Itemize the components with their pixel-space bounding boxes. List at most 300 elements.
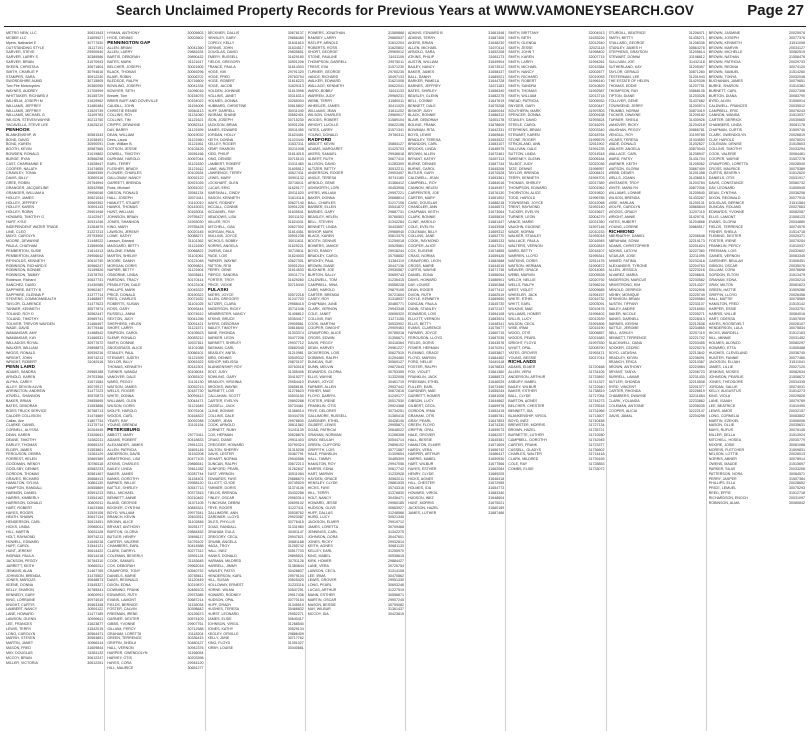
property-id: 29903457	[388, 171, 404, 176]
owner-name: CRIPPS, DEWAYNE	[107, 123, 141, 128]
owner-name: DEAN, KAREN	[6, 433, 31, 438]
owner-name: HARRIS, EDNA	[307, 466, 334, 471]
property-id: 20026013	[789, 452, 805, 457]
owner-name: CHAPMAN, JUNE	[307, 302, 338, 307]
property-id: 30336415	[187, 636, 204, 641]
owner-name: BEASLEY, ANITA	[207, 350, 236, 355]
owner-name: THORNTON, ALICE	[508, 190, 541, 195]
owner-name: BURNETTE, LUTHER	[508, 433, 544, 438]
property-id: 31268540	[287, 621, 304, 626]
owner-name: DAY, BARRY	[107, 127, 129, 132]
property-id: 29760311	[388, 132, 404, 137]
owner-name: ALLEN, GREGORY	[207, 297, 240, 302]
owner-name: HUDSON, OLIVE	[307, 505, 336, 510]
property-id: 31314108	[388, 568, 404, 573]
owner-name: BAILEY, NANCY	[408, 64, 435, 69]
owner-name: TAYLOR, CLARENCE	[6, 302, 42, 307]
property-id: 31713607	[588, 413, 605, 418]
owner-name: JACKSON, ELMER	[307, 520, 340, 525]
owner-name: BALL, DANNY	[408, 74, 432, 79]
owner-name: MARSHALL, CINDY	[207, 190, 241, 195]
owner-name: ROBERTS, SUSAN	[107, 302, 139, 307]
owner-name: TANNER, KENNETH	[6, 307, 40, 312]
property-id: 31342275	[388, 529, 404, 534]
property-id: 29957221	[388, 190, 404, 195]
owner-name: MORRIS, FLETCHER	[708, 447, 745, 452]
property-id: 32202906	[688, 287, 705, 292]
owner-name: Callan, Ann	[6, 418, 25, 423]
property-id: 30631128	[87, 529, 104, 534]
owner-name: BURTON, DIANA	[708, 93, 737, 98]
owner-name: HOWARD, JESSE	[307, 500, 338, 505]
property-id: 29969231	[388, 93, 404, 98]
property-id: 30055102	[187, 374, 204, 379]
owner-name: GIBSON, LUCY	[408, 399, 434, 404]
property-id: 30734461	[287, 403, 304, 408]
owner-name: GAINES, VERNON	[708, 253, 740, 258]
property-id: 32017014	[588, 355, 605, 360]
property-id: 30715611	[288, 248, 304, 253]
owner-name: SNODGRASS, ALICE	[107, 345, 143, 350]
property-id: 31200131	[688, 200, 705, 205]
owner-name: ATKINS, BRUCE	[207, 316, 235, 321]
owner-name: ADAMS, MARGARET	[307, 147, 343, 152]
property-id: 30142301	[187, 365, 204, 370]
property-id: 30071632	[187, 297, 204, 302]
property-id: 31435271	[688, 35, 705, 40]
property-id: 31580011	[388, 98, 404, 103]
property-id: 30264545	[87, 428, 104, 433]
owner-name: CRAWFORD, LEON	[408, 258, 441, 263]
owner-name: PARSONS, TRACY	[107, 278, 139, 283]
owner-name: VANOVER, RICKY	[608, 123, 639, 128]
owner-name: DAY, LOUISE	[408, 282, 430, 287]
property-id: 31408812	[287, 311, 304, 316]
property-id: 31660715	[488, 331, 505, 336]
property-id: 31688573	[488, 374, 505, 379]
property-id: 31612204	[388, 40, 404, 45]
owner-name: STEWART, JUDITH	[107, 355, 139, 360]
property-id: 31686312	[488, 113, 505, 118]
property-id: 30213750	[87, 118, 104, 123]
owner-name: FRANKLIN, JACK	[408, 374, 437, 379]
property-id: 31508476	[789, 55, 805, 60]
property-id: 30418364	[388, 341, 404, 345]
property-id: 31684016	[488, 181, 505, 186]
property-id: 32003091	[588, 302, 605, 307]
property-id: 30590091	[87, 142, 104, 147]
owner-name: DANIEL, EDNA	[408, 273, 433, 278]
owner-name: ALBERT, RUTH	[307, 156, 334, 161]
property-id: 32209584	[688, 297, 705, 302]
property-id: 31248566	[388, 510, 404, 515]
property-id: 31644015	[488, 263, 505, 268]
property-id: 30521340	[388, 515, 404, 520]
property-id: 31571341	[388, 127, 404, 132]
owner-name: POWERS, JONATHAN	[307, 31, 345, 35]
listing-row	[308, 612, 405, 617]
property-id: 30612247	[87, 655, 104, 660]
owner-name: CLARKE, DANIEL	[6, 423, 36, 428]
owner-name: GRANGER, JACQUELINE	[6, 186, 49, 190]
property-id: 31332008	[388, 374, 404, 379]
property-id: 30006702	[187, 74, 204, 79]
owner-name: SKEEN, CHRISTA A	[6, 64, 39, 69]
owner-name: COX, EUGENE	[408, 248, 433, 253]
property-id: 32004913	[588, 31, 605, 35]
owner-name: CANNON, HELEN	[408, 186, 438, 190]
property-id: 31669312	[488, 229, 505, 234]
owner-name: WIGGS, RONALD	[6, 350, 36, 355]
property-id: 31993018	[588, 234, 605, 239]
owner-name: CALDER COLLISION	[6, 413, 41, 418]
owner-name: BURGE, RYAN	[6, 156, 31, 161]
property-id: 30542958	[87, 186, 104, 190]
property-id: 31434550	[688, 137, 705, 142]
property-id: 31996785	[588, 195, 605, 200]
property-id: 31198812	[689, 55, 705, 60]
owner-name: CASSELL, JACK	[207, 403, 235, 408]
owner-name: TAYLOR, BRENDA	[508, 171, 540, 176]
property-id: 30079651	[789, 79, 805, 84]
owner-name: BATES, SHIRLEY	[408, 89, 437, 94]
property-id: 30547291	[287, 588, 304, 593]
owner-name: LINE, CLEO	[6, 229, 26, 234]
owner-name: HALL, JOSEPH	[107, 195, 133, 200]
owner-name: STALLARD, GEORGE	[608, 40, 645, 45]
property-id: 29890432	[187, 55, 204, 60]
property-id: 31717054	[588, 394, 605, 399]
owner-name: BROWN, SAMUEL	[708, 69, 740, 74]
owner-name: CHAMBERS, LINDA	[708, 123, 742, 128]
owner-name: KING, VIOLA	[708, 394, 731, 399]
property-id: 30591122	[87, 607, 104, 612]
owner-name: DUNN, STANLEY	[408, 307, 437, 312]
property-id: 30677410	[388, 156, 404, 161]
property-id: 20031917	[789, 176, 805, 181]
owner-name: THOMPSON, RAY	[608, 89, 639, 94]
property-id: 31676130	[488, 190, 505, 195]
property-id: 32016945	[588, 239, 605, 244]
property-id: 31688218	[488, 200, 505, 205]
page-header	[4, 0, 806, 27]
property-id: 31736602	[588, 447, 605, 452]
owner-name: DAVIS, PEGGY	[307, 341, 334, 345]
owner-name: JORDAN, SALLIE	[708, 384, 738, 389]
property-id: 31376830	[388, 491, 404, 496]
owner-name: BOND, DAVID	[6, 137, 30, 142]
owner-name: HICKS, WARDELL	[708, 331, 739, 336]
owner-name: EVANS, GLORIA	[708, 219, 737, 224]
property-id: 31741327	[588, 379, 605, 384]
property-id: 29965011	[87, 525, 104, 530]
owner-name: GRAHAM, EULA	[207, 529, 235, 534]
property-id: 31656054	[488, 273, 505, 278]
property-id: 30126673	[187, 612, 204, 617]
owner-name: GRAVES, RICHARD	[6, 476, 40, 481]
listing-column	[104, 31, 204, 731]
owner-name: VANOVER, DALE	[107, 374, 136, 379]
owner-name: MANN, ESTHER	[307, 592, 335, 597]
owner-name: BOWDEN, RONALD	[6, 152, 40, 157]
owner-name: WARD, BETTY	[508, 248, 533, 253]
property-id: 31671736	[488, 268, 505, 273]
property-id: 31719280	[588, 433, 605, 438]
property-id: 31996140	[588, 79, 605, 84]
property-id: 31510937	[789, 244, 805, 249]
property-id: 30082087	[789, 210, 805, 215]
property-id: 29898873	[87, 345, 104, 350]
owner-name: BOOTH, KEVIN	[6, 147, 32, 152]
property-id: 31366412	[388, 181, 404, 186]
property-id: 31467765	[87, 568, 104, 573]
property-id: 31629962	[87, 98, 104, 103]
property-id: 31654108	[488, 311, 505, 316]
property-id: 32234865	[688, 326, 705, 331]
property-id: 31643908	[488, 224, 505, 229]
property-id: 30076104	[187, 408, 204, 413]
property-id: 31611109	[388, 55, 404, 60]
owner-name: CAMPBELL, DOROTHY	[508, 437, 548, 442]
property-id: 30103426	[187, 147, 204, 152]
property-id: 29773411	[187, 433, 204, 438]
property-id: 31202627	[688, 142, 705, 147]
owner-name: COOK, SAMUEL	[107, 558, 135, 563]
owner-name: BECKNER, DALLIS	[207, 31, 240, 35]
property-id: 30648022	[388, 428, 404, 433]
property-id: 31217106	[388, 200, 404, 205]
owner-name: YOUNG, BESSIE	[508, 355, 537, 360]
property-id: 30467791	[287, 452, 304, 457]
owner-name: YEARY, RAY	[107, 418, 129, 423]
owner-name: FRANCE, PAULA	[207, 64, 236, 69]
owner-name: CRAWLEY, TONIA	[6, 171, 37, 176]
owner-name: TAYLOR, GERALD	[608, 69, 640, 74]
owner-name: WILLADOIS ROYAL	[6, 341, 39, 345]
property-id: 31675677	[488, 326, 505, 331]
owner-name: GRANGER, WILLIAM A	[6, 190, 45, 195]
owner-name: LOCKHART, GLEN	[207, 181, 239, 186]
property-id: 31722640	[588, 384, 605, 389]
property-id: 31210981	[287, 350, 304, 355]
owner-name: JAMES, LILLIE	[708, 365, 734, 370]
property-id: 31670291	[488, 345, 505, 350]
property-id: 31271155	[388, 316, 404, 321]
owner-name: KELLEY, EARL	[307, 549, 333, 554]
property-id: 31671609	[488, 442, 505, 447]
owner-name: MAYS, RUFUS	[708, 428, 734, 433]
owner-name: BOND, KAREN	[6, 142, 31, 147]
owner-name: HICKS, FAYE	[307, 486, 330, 491]
property-id: 30011774	[288, 273, 304, 278]
property-id: 30075293	[789, 486, 805, 491]
property-id: 31207751	[688, 84, 705, 89]
owner-name: FLOYD, DARRYL	[307, 394, 337, 399]
owner-name: HENRY, CLYDE	[408, 471, 434, 476]
owner-name: DEAN, HARVEY	[307, 345, 335, 350]
property-id: 30154022	[187, 98, 204, 103]
property-id: 31661360	[488, 370, 505, 375]
property-id: 30587565	[87, 147, 104, 152]
property-id: 30078024	[789, 137, 805, 142]
owner-name: ATWELL, SHANNON	[6, 394, 41, 399]
property-id: 30480127	[187, 641, 204, 646]
owner-name: DOYLE, KENNETH	[408, 297, 440, 302]
property-id: 31614303	[287, 64, 304, 69]
property-id: 30770154	[287, 597, 304, 602]
owner-name: HALL, VERNON	[107, 646, 134, 651]
owner-name: BROWN, JOSEPH	[708, 35, 739, 40]
owner-name: BOYD, RANDY	[307, 248, 333, 253]
owner-name: SAPPHIRE, GLENNA P	[6, 292, 45, 297]
owner-name: ADAMS, CHRISTOPHER	[608, 244, 650, 249]
property-id: 30011450	[288, 127, 304, 132]
owner-name: JONES, MARCUS	[6, 578, 36, 583]
property-id: 30648873	[87, 578, 104, 583]
owner-name: BLANKENSHIP, VIRGIL	[508, 413, 547, 418]
property-id: 30612251	[87, 660, 104, 665]
property-id: 31647853	[488, 418, 505, 423]
property-id: 31203784	[688, 181, 705, 186]
owner-name: CLINE, BONNIE	[207, 408, 234, 413]
property-id: 20030214	[789, 278, 805, 283]
property-id: 31995341	[588, 253, 605, 258]
property-id: 30901206	[287, 123, 304, 128]
property-id: 32008421	[588, 171, 605, 176]
owner-name: EAST, VERNON	[207, 471, 234, 476]
property-id: 31433267	[688, 195, 705, 200]
property-id: 20027663	[789, 205, 805, 210]
owner-name: BENNETT, TERRENCE	[608, 336, 647, 341]
owner-name: YACAVELLA, STEVE LEE	[6, 123, 49, 128]
property-id: 31545327	[87, 583, 104, 588]
property-id: 31673490	[488, 384, 505, 389]
owner-name: ALEXANDER, TYRONE	[608, 263, 648, 268]
property-id: 31616223	[287, 79, 304, 84]
property-id: 30734251	[388, 408, 404, 413]
property-id: 31673512	[488, 64, 505, 69]
owner-name: GIBSON, RONALD	[107, 190, 139, 195]
property-id: 32006857	[588, 331, 605, 336]
owner-name: DUNFORD, PEARL	[207, 466, 240, 471]
page-number: Page 27	[747, 2, 804, 19]
property-id: 31683340	[488, 491, 505, 496]
property-id: 31283309	[388, 161, 404, 166]
property-id: 31507839	[789, 316, 805, 321]
owner-name: ATKINS, CHARLES	[107, 462, 139, 467]
property-id: 29969017	[388, 113, 404, 118]
property-id: 30901226	[287, 205, 304, 210]
property-id: 30566298	[87, 156, 104, 161]
property-id: 31725518	[588, 403, 605, 408]
owner-name: HARRIS, KIMBERLY	[6, 496, 40, 500]
property-id: 31507384	[789, 476, 805, 481]
property-id: 30901206	[287, 60, 304, 65]
property-id: 30609911	[87, 592, 104, 597]
owner-name: EDWARDS, GLORIA	[307, 370, 342, 375]
property-id: 31649904	[488, 60, 505, 65]
owner-name: SMITH, SANDRA	[508, 84, 537, 89]
property-id: 31621008	[388, 79, 404, 84]
property-id: 31682688	[488, 258, 505, 263]
owner-name: BANKS, DOROTHY	[107, 476, 140, 481]
owner-name: EARL, TERRY	[107, 161, 131, 166]
owner-name: ROBINSON, TAMMY	[6, 273, 40, 278]
owner-name: OWENS, MAUDE	[708, 462, 738, 467]
owner-name: ALLEY, DEVON ALVIN	[6, 384, 43, 389]
owner-name: HUNT, WILLIAM	[107, 210, 134, 215]
owner-name: BOWMAN, RITA	[408, 127, 435, 132]
property-id: 30763018	[287, 365, 304, 370]
property-id: 29909463	[388, 326, 404, 331]
property-id: 31646029	[488, 379, 505, 384]
property-id: 31131060	[187, 113, 204, 118]
owner-name: BLAND, GEORGE	[107, 500, 138, 505]
owner-name: FREEMAN, IRENE	[107, 612, 138, 617]
owner-name: STANLEY, PAUL	[107, 350, 135, 355]
property-id: 30074120	[789, 64, 805, 69]
owner-name: SMITH, ROBERT	[508, 79, 537, 84]
property-id: 32001962	[588, 186, 605, 190]
owner-name: LANE, VERA	[307, 563, 329, 568]
property-id: 30538615	[388, 554, 404, 559]
owner-name: CAMPBELL, ERIC	[708, 108, 739, 113]
owner-name: ALTIZER, CLARA	[207, 302, 236, 307]
owner-name: HENDERSON, CARL	[6, 520, 41, 525]
property-id: 30627301	[287, 258, 304, 263]
property-id: 29958120	[187, 481, 204, 486]
property-id: 29943348	[388, 307, 404, 312]
property-id: 32012639	[588, 316, 605, 321]
city-name: PENN LAIRD	[6, 365, 36, 370]
property-id: 30627515	[388, 350, 404, 355]
property-id: 29881535	[388, 481, 404, 486]
property-id: 31227411	[288, 505, 304, 510]
owner-name: HOLLINS, JANET	[207, 93, 237, 98]
property-id: 31994157	[588, 292, 605, 297]
owner-name: HOGE, ROBERT	[207, 79, 235, 84]
owner-name: ANDERSON, MARCUS	[608, 278, 647, 283]
owner-name: HUFF, DALLAS	[307, 510, 333, 515]
owner-name: DOUGLAS, DAVID	[207, 50, 238, 55]
property-id: 30529134	[287, 626, 304, 631]
property-id: 31511098	[789, 40, 805, 45]
property-id: 30640417	[287, 617, 304, 622]
owner-name: RICHARDSON, ENOCH	[708, 496, 748, 500]
owner-name: WADE, DONALD	[608, 142, 637, 147]
property-id: 32211854	[689, 394, 705, 399]
property-id: 32010233	[588, 229, 605, 234]
owner-name: HARPER, ESSIE	[708, 307, 737, 312]
property-id: 31654773	[488, 486, 505, 491]
property-id: 31689021	[488, 74, 505, 79]
property-id: 31654522	[488, 137, 505, 142]
property-id: 30759082	[388, 602, 404, 607]
owner-name: HURST, LEONARD	[207, 612, 239, 617]
property-id: 30099821	[187, 263, 204, 268]
owner-name: GALLIMORE, RUSSELL	[307, 413, 348, 418]
owner-name: WAMANGAR, AMY	[6, 331, 38, 336]
property-id: 31655244	[488, 389, 505, 394]
owner-name: BROWN, DIANE	[307, 263, 335, 268]
property-id: 31512620	[789, 171, 805, 176]
property-id: 30921026	[187, 181, 204, 186]
owner-name: TOWNSEND, JOYCE	[508, 200, 544, 205]
owner-name: HAWKS, THOMAS	[107, 205, 138, 210]
property-id: 31201943	[688, 74, 705, 79]
owner-name: WARREN, LLOYD	[508, 253, 538, 258]
property-id: 30074612	[187, 311, 204, 316]
